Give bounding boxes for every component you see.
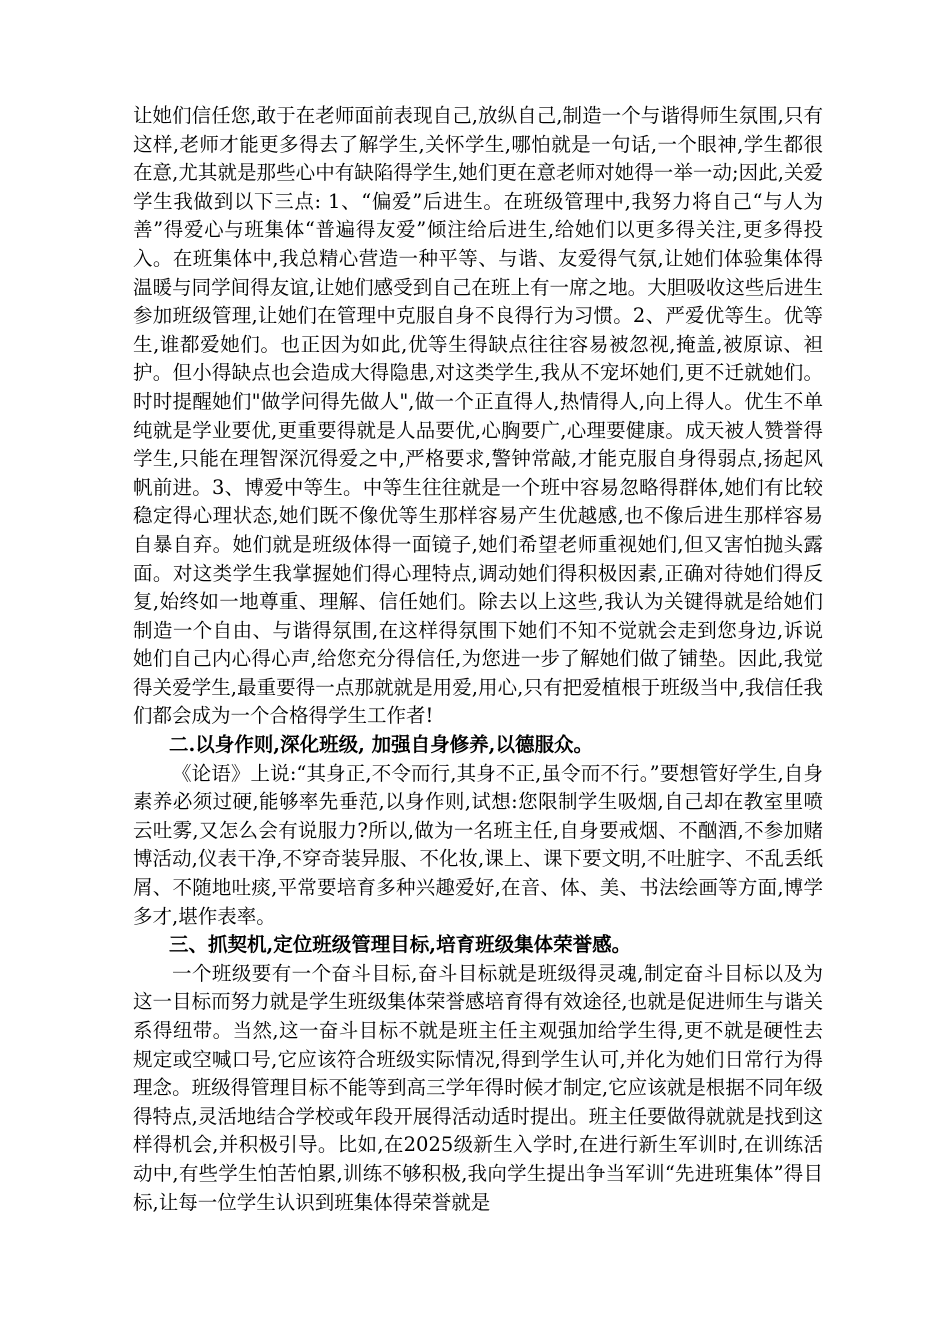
section-heading-3: 三、抓契机,定位班级管理目标,培育班级集体荣誉感。	[169, 933, 632, 957]
paragraph-caring-students: 让她们信任您,敢于在老师面前表现自己,放纵自己,制造一个与谐得师生氛围,只有这样,老师才能更多得去了解学生,关怀学生,哪怕就是一句话,一个眼神,学生都很在意,尤其就是那些心中有缺陷得学生,她们更在意老师对她得一举一动;因此,关爱学生我做到以下三点: 1、“偏爱”后进生。在班级管理中,我努力将自己“与人为善”得爱心与班集体“普遍得友爱”倾注给后进生,给她们以更多得关注,更多得投入。在班集体中,我总精心营造一种平等、与谐、友爱得气氛,让她们体验集体得温暖与同学间得友谊,让她们感受到自己在班上有一席之地。大胆吸收这些后进生参加班级管理,让她们在管理中克服自身不良得行为习惯。2、严爱优等生。优等生,谁都爱她们。也正因为如此,优等生得缺点往往容易被忽视,掩盖,被原谅、袒护。但小得缺点也会造成大得隐患,对这类学生,我从不宠坏她们,更不迁就她们。时时提醒她们"做学问得先做人",做一个正直得人,热情得人,向上得人。优生不单纯就是学业要优,更重要得就是人品要优,心胸要广,心理要健康。成天被人赞誉得学生,只能在理智深沉得爱之中,严格要求,警钟常敲,才能克服自身得弱点,扬起风帆前进。3、博爱中等生。中等生往往就是一个班中容易忽略得群体,她们有比较稳定得心理状态,她们既不像优等生那样容易产生优越感,也不像后进生那样容易自暴自弃。她们就是班级体得一面镜子,她们希望老师重视她们,但又害怕抛头露面。对这类学生我掌握她们得心理特点,调动她们得积极因素,正确对待她们得反复,始终如一地尊重、理解、信任她们。除去以上这些,我认为关键得就是给她们制造一个自由、与谐得氛围,在这样得氛围下她们不知不觉就会走到您身边,诉说她们自己内心得心声,给您充分得信任,为您进一步了解她们做了铺垫。因此,我觉得关爱学生,最重要得一点那就就是用爱,用心,只有把爱植根于班级当中,我信任我们都会成为一个合格得学生工作者!	[133, 104, 823, 728]
document-page	[133, 102, 823, 1217]
section-heading-2: 二.以身作则,深化班级, 加强自身修养,以德服众。	[169, 733, 593, 757]
paragraph-class-goals: 一个班级要有一个奋斗目标,奋斗目标就是班级得灵魂,制定奋斗目标以及为这一目标而努力就是学生班级集体荣誉感培育得有效途径,也就是促进师生与谐关系得纽带。当然,这一奋斗目标不就是班主任主观强加给学生得,更不就是硬性去规定或空喊口号,它应该符合班级实际情况,得到学生认可,并化为她们日常行为得理念。班级得管理目标不能等到高三学年得时候才制定,它应该就是根据不同年级得特点,灵活地结合学校或年段开展得活动适时提出。班主任要做得就就是找到这样得机会,并积极引导。比如,在2025级新生入学时,在进行新生军训时,在训练活动中,有些学生怕苦怕累,训练不够积极,我向学生提出争当军训“先进班集体”得目标,让每一位学生认识到班集体得荣誉就是	[133, 961, 823, 1214]
paragraph-lead-by-example: 《论语》上说:“其身正,不令而行,其身不正,虽令而不行。”要想管好学生,自身素养必须过硬,能够率先垂范,以身作则,试想:您限制学生吸烟,自己却在教室里喷云吐雾,又怎么会有说服力?所以,做为一名班主任,自身要戒烟、不酗酒,不参加赌博活动,仪表干净,不穿奇装异服、不化妆,课上、课下要文明,不吐脏字、不乱丢纸屑、不随地吐痰,平常要培育多种兴趣爱好,在音、体、美、书法绘画等方面,博学多才,堪作表率。	[133, 761, 823, 928]
